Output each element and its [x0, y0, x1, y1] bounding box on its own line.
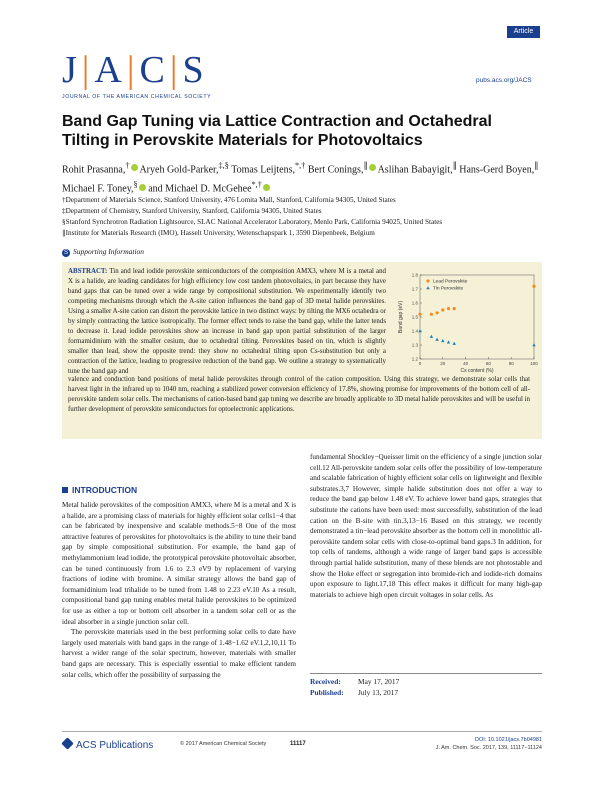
author-name[interactable]: Aslihan Babayigit,	[377, 164, 453, 176]
abstract-label: ABSTRACT:	[68, 268, 108, 275]
y-tick-label: 1.4	[411, 328, 418, 334]
data-point-tin	[453, 342, 456, 345]
abstract-text-bottom: valence and conduction band positions of metal halide perovskites through control of the cation composition. Using this strategy, we demonstrate solar cells that harvest light in the infrared up to 1040 nm, reaching a stabilized power conversion efficiency of 17.8%, showing promise for improvements of the bottom cell of all-perovskite tandem solar cells. The mechanisms of cation-based band gap tuning we describe are broadly applicable to 3D metal halide perovskites and will be useful in further development of perovskite semiconductors for optoelectronic applications.	[68, 376, 530, 414]
article-badge: Article	[507, 26, 540, 38]
abstract-body: Tin and lead iodide perovskite semiconductors of the composition AMX3, where M is a metal and X is a halide, are leading candidates for high efficiency low cost tandem photovoltaics, in part because they have band gaps that can be tuned over a wide range by compositional substitution. We experimentally identify two competing mechanisms through which the A-site cation influences the band gap of 3D metal halide perovskites. Using a smaller A-site cation can distort the perovskite lattice in two distinct ways: by tilting the MX6 octahedra or by simply contracting the lattice isotropically. The former effect tends to raise the band gap, while the latter tends to decrease it. Lead iodide perovskites show an increase in band gap upon partial substitution of the larger formamidinium with the smaller cesium, due to octahedral tilting. Perovskites based on tin, which is slightly smaller than lead, show the opposite trend: they show no octahedral tilting upon Cs-substitution but only a contraction of the lattice, leading to progressive reduction of the band gap. We outline a strategy to systematically tune the band gap and	[68, 268, 386, 376]
section-heading-label: INTRODUCTION	[72, 485, 138, 495]
supporting-info-icon: S	[63, 250, 68, 256]
x-axis-label: Cs content (%)	[460, 368, 494, 374]
intro-paragraph: Metal halide perovskites of the composition AMX3, where M is a metal and X is a halide, are a promising class of materials for highly efficient solar cells1−4 that can be fabricated by inexpensive and scalable methods.5−8 One of the most attractive features of perovskites for photovoltaics is the ability to tune their band gap by simple compositional substitution. For example, the band gap of methylammonium lead iodide, the prototypical perovskite photovoltaic absorber, can be tuned continuously from 1.6 to 2.3 eV9 by replacement of varying fractions of iodine with bromine. A similar strategy allows the band gap of formamidinium lead trihalide to be tuned from 1.48 to 2.23 eV.10 As a result, compositional band gap tuning enables metal halide perovskites to be optimized for use as either a top or bottom cell absorber in a tandem solar cell or as the ideal absorber in a single junction solar cell.	[62, 501, 296, 626]
author-mark: ∥	[452, 161, 457, 170]
affiliation: §Stanford Synchrotron Radiation Lightsource, SLAC National Accelerator Laboratory, Menlo Park, California 94025, United States	[62, 218, 443, 226]
x-tick-label: 20	[440, 361, 446, 366]
y-axis-label: Band gap (eV)	[398, 300, 404, 334]
logo-letter-j: J	[62, 49, 79, 91]
publisher-name: ACS Publications	[76, 740, 154, 751]
author-mark: †	[125, 161, 130, 170]
author-name[interactable]: and Michael D. McGehee	[148, 183, 252, 195]
author-mark: *,†	[251, 180, 262, 190]
data-point-lead	[418, 313, 421, 316]
author-name[interactable]: Michael F. Toney,	[62, 183, 134, 195]
legend-marker	[426, 279, 429, 282]
logo-letter-s: S	[182, 49, 206, 91]
y-tick-label: 1.8	[411, 272, 418, 278]
affiliation: ‡Department of Chemistry, Stanford University, Stanford, California 94305, United States	[62, 207, 322, 215]
journal-logo: J|A|C|S	[62, 49, 206, 91]
journal-subtitle: JOURNAL OF THE AMERICAN CHEMICAL SOCIETY	[62, 94, 212, 100]
copyright: © 2017 American Chemical Society	[180, 741, 267, 747]
logo-letter-c: C	[139, 49, 167, 91]
supporting-info-label: Supporting Information	[73, 247, 145, 256]
abstract-text-top	[68, 267, 386, 378]
author-name[interactable]: Hans-Gerd Boyen,	[459, 164, 535, 176]
published-label: Published:	[310, 688, 344, 697]
y-tick-label: 1.3	[411, 342, 418, 348]
published-date: July 13, 2017	[358, 688, 399, 697]
x-tick-label: 60	[485, 361, 491, 366]
data-point-lead	[430, 313, 433, 316]
acs-publications-logo[interactable]	[62, 738, 153, 751]
author-mark: ∥	[363, 161, 368, 170]
citation: J. Am. Chem. Soc. 2017, 139, 11117−11124	[435, 745, 542, 751]
page-number: 11117	[290, 741, 306, 747]
author-mark: §	[133, 180, 138, 190]
data-point-lead	[436, 311, 439, 314]
x-tick-label: 80	[508, 361, 514, 366]
section-marker-icon	[62, 487, 68, 493]
supporting-info-link[interactable]	[62, 247, 144, 257]
orcid-icon[interactable]	[263, 184, 270, 191]
received-date: May 17, 2017	[358, 677, 400, 686]
y-tick-label: 1.7	[411, 286, 418, 292]
affiliation: ∥Institute for Materials Research (IMO), Hasselt University, Wetenschapspark 1, 3590 Diepenbeek, Belgium	[62, 229, 375, 237]
received-dates	[310, 676, 399, 698]
journal-url-link[interactable]: pubs.acs.org/JACS	[476, 77, 532, 84]
intro-paragraph: The perovskite materials used in the best performing solar cells to date have largely used materials with band gaps in the range of 1.48−1.62 eV.1,2,10,11 To harvest a wider range of the solar spectrum, however, materials with smaller band gaps are necessary. This is especially essential to make efficient tandem solar cells, which offer the possibility of surpassing the	[62, 628, 296, 679]
author-mark: ∥	[534, 161, 539, 170]
data-point-lead	[532, 285, 535, 288]
divider	[310, 673, 542, 674]
author-mark: *,†	[294, 161, 306, 170]
data-point-tin	[435, 338, 438, 341]
footer-divider	[62, 731, 542, 732]
doi-link[interactable]: DOI: 10.1021/jacs.7b04981	[475, 737, 542, 743]
section-heading-introduction	[62, 485, 137, 495]
data-point-lead	[447, 307, 450, 310]
orcid-icon[interactable]	[131, 164, 138, 171]
data-point-tin	[441, 339, 444, 342]
author-name[interactable]: Rohit Prasanna,	[62, 164, 126, 176]
orcid-icon[interactable]	[369, 164, 376, 171]
acs-hexagon-icon	[61, 737, 73, 749]
data-point-tin	[447, 340, 450, 343]
legend-marker	[426, 286, 429, 289]
affiliations	[62, 195, 542, 239]
data-point-lead	[453, 307, 456, 310]
y-tick-label: 1.2	[411, 356, 418, 362]
x-tick-label: 100	[530, 361, 538, 366]
doi-citation	[400, 736, 542, 752]
author-name[interactable]: Bert Conings,	[307, 164, 364, 176]
data-point-tin	[430, 335, 433, 338]
legend-label: Lead Perovskite	[433, 279, 468, 285]
intro-left-column	[62, 500, 296, 680]
x-tick-label: 40	[463, 361, 469, 366]
toc-chart	[394, 267, 540, 375]
received-label: Received:	[310, 677, 341, 686]
paper-title: Band Gap Tuning via Lattice Contraction and Octahedral Tilting in Perovskite Materials for Photovoltaics	[62, 113, 492, 149]
y-tick-label: 1.6	[411, 300, 418, 306]
intro-right-column: fundamental Shockley−Queisser limit on the efficiency of a single junction solar cell.12 All-perovskite tandem solar cells offer the possibility of low-temperature and scalable fabrication of highly efficient solar cells on lightweight and flexible substrates.3,7 However, simple halide substitution does not offer a way to reduce the band gap below 1.48 eV. To achieve lower band gaps, strategies that substitute the cations have been used: most successfully, substitution of the lead cation on the B-site with tin.3,13−16 Based on this strategy, we recently demonstrated a tin−lead perovskite absorber as the bottom cell in monolithic all-perovskite tandem solar cells with close-to-optimal band gaps.3 In addition, for top cells of tandems, although a wide range of larger band gaps is accessible through partial halide substitution, many of these blends are not photostable and show the Hoke effect or segregation into bromide-rich and iodide-rich domains upon exposure to light.17,18 This effect makes it difficult for many high-gap materials to achieve high open circuit voltages in solar cells. As	[310, 453, 542, 599]
orcid-icon[interactable]	[139, 184, 146, 191]
author-name[interactable]: Tomas Leijtens,	[231, 164, 295, 176]
data-point-lead	[441, 308, 444, 311]
logo-letter-a: A	[94, 49, 124, 91]
author-mark: ‡,§	[218, 161, 229, 170]
author-list	[62, 158, 542, 197]
x-tick-label: 0	[418, 361, 422, 366]
author-name[interactable]: Aryeh Gold-Parker,	[139, 164, 219, 176]
y-tick-label: 1.5	[411, 314, 418, 320]
affiliation: †Department of Materials Science, Stanford University, 476 Lomita Mall, Stanford, California 94305, United States	[62, 196, 396, 204]
legend-label: Tin Perovskite	[433, 286, 464, 292]
data-point-tin	[532, 343, 535, 346]
